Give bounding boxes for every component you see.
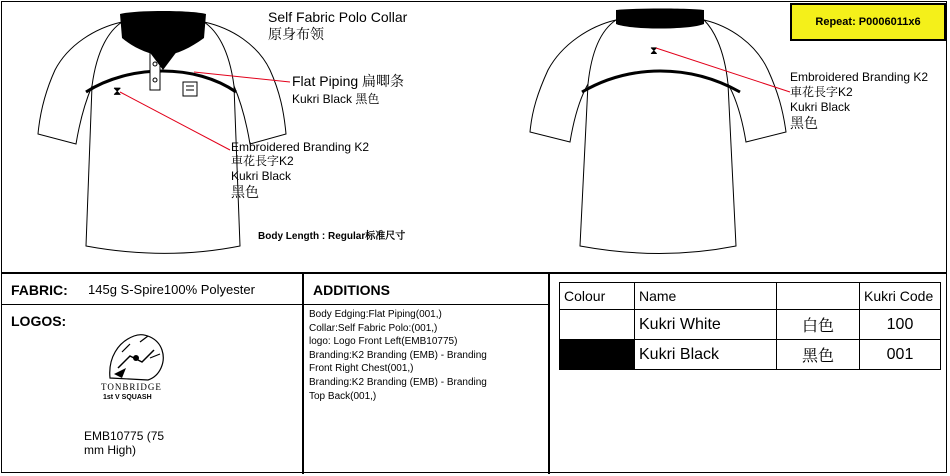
- fabric-label: FABRIC:: [11, 282, 68, 298]
- additions-line: Collar:Self Fabric Polo:(001,): [309, 322, 438, 334]
- body-length-note: Body Length : Regular标准尺寸: [258, 231, 406, 242]
- front-k-mark: ⧗: [113, 84, 122, 98]
- collar-label-zh: 原身布领: [268, 26, 324, 42]
- colour-name: Kukri White: [635, 310, 777, 340]
- boar-crest-logo: [100, 328, 170, 384]
- table-row: [560, 340, 941, 370]
- additions-line: logo: Logo Front Left(EMB10775): [309, 336, 458, 348]
- back-branding-color: Kukri Black: [790, 100, 851, 114]
- header-colour: Colour: [560, 283, 635, 310]
- logos-label: LOGOS:: [11, 313, 67, 329]
- logo-code-line1: EMB10775 (75: [84, 429, 165, 443]
- header-chinese: [777, 283, 860, 310]
- table-row: [560, 310, 941, 340]
- logo-school-name: TONBRIDGE: [101, 382, 162, 392]
- additions-divider: [548, 272, 550, 474]
- piping-label: Flat Piping 扁唧条: [292, 73, 405, 89]
- fabric-row-divider: [1, 304, 549, 305]
- front-branding-label: Embroidered Branding K2: [231, 140, 370, 154]
- additions-line: Front Right Chest(001,): [309, 363, 414, 375]
- colour-code: 001: [860, 340, 941, 370]
- logo-team-name: 1st V SQUASH: [103, 394, 152, 401]
- piping-color: Kukri Black 黑色: [292, 92, 380, 106]
- colour-code: 100: [860, 310, 941, 340]
- logo-code-line2: mm High): [84, 443, 137, 457]
- header-name: Name: [635, 283, 777, 310]
- repeat-badge: Repeat: P0006011x6: [790, 3, 946, 41]
- collar-label: Self Fabric Polo Collar: [268, 9, 408, 25]
- additions-line: Body Edging:Flat Piping(001,): [309, 309, 442, 320]
- back-branding-label: Embroidered Branding K2: [790, 70, 929, 84]
- colour-table: [559, 282, 941, 370]
- logos-divider: [302, 272, 304, 474]
- additions-list: [309, 308, 487, 403]
- back-branding-color-zh: 黑色: [790, 115, 818, 131]
- additions-line: Branding:K2 Branding (EMB) - Branding: [309, 349, 487, 361]
- front-branding-color-zh: 黑色: [231, 184, 259, 200]
- front-branding-label-zh: 車花長字K2: [231, 154, 294, 168]
- header-kukri-code: Kukri Code: [860, 283, 941, 310]
- colour-name-zh: 黑色: [777, 340, 860, 370]
- back-shirt-drawing: [530, 20, 786, 254]
- fabric-value: 145g S-Spire100% Polyester: [88, 282, 255, 297]
- additions-line: Branding:K2 Branding (EMB) - Branding: [309, 376, 487, 388]
- colour-name-zh: 白色: [777, 310, 860, 340]
- colour-table-header: [560, 283, 941, 310]
- back-k-mark: ⧗: [650, 45, 658, 57]
- back-collar: [616, 9, 704, 29]
- front-branding-color: Kukri Black: [231, 169, 292, 183]
- colour-name: Kukri Black: [635, 340, 777, 370]
- colour-swatch-white: [560, 310, 635, 340]
- back-branding-label-zh: 車花長字K2: [790, 85, 853, 99]
- additions-line: Top Back(001,): [309, 390, 377, 402]
- colour-swatch-black: [560, 340, 635, 370]
- additions-label: ADDITIONS: [313, 282, 390, 298]
- panel-divider: [1, 272, 947, 274]
